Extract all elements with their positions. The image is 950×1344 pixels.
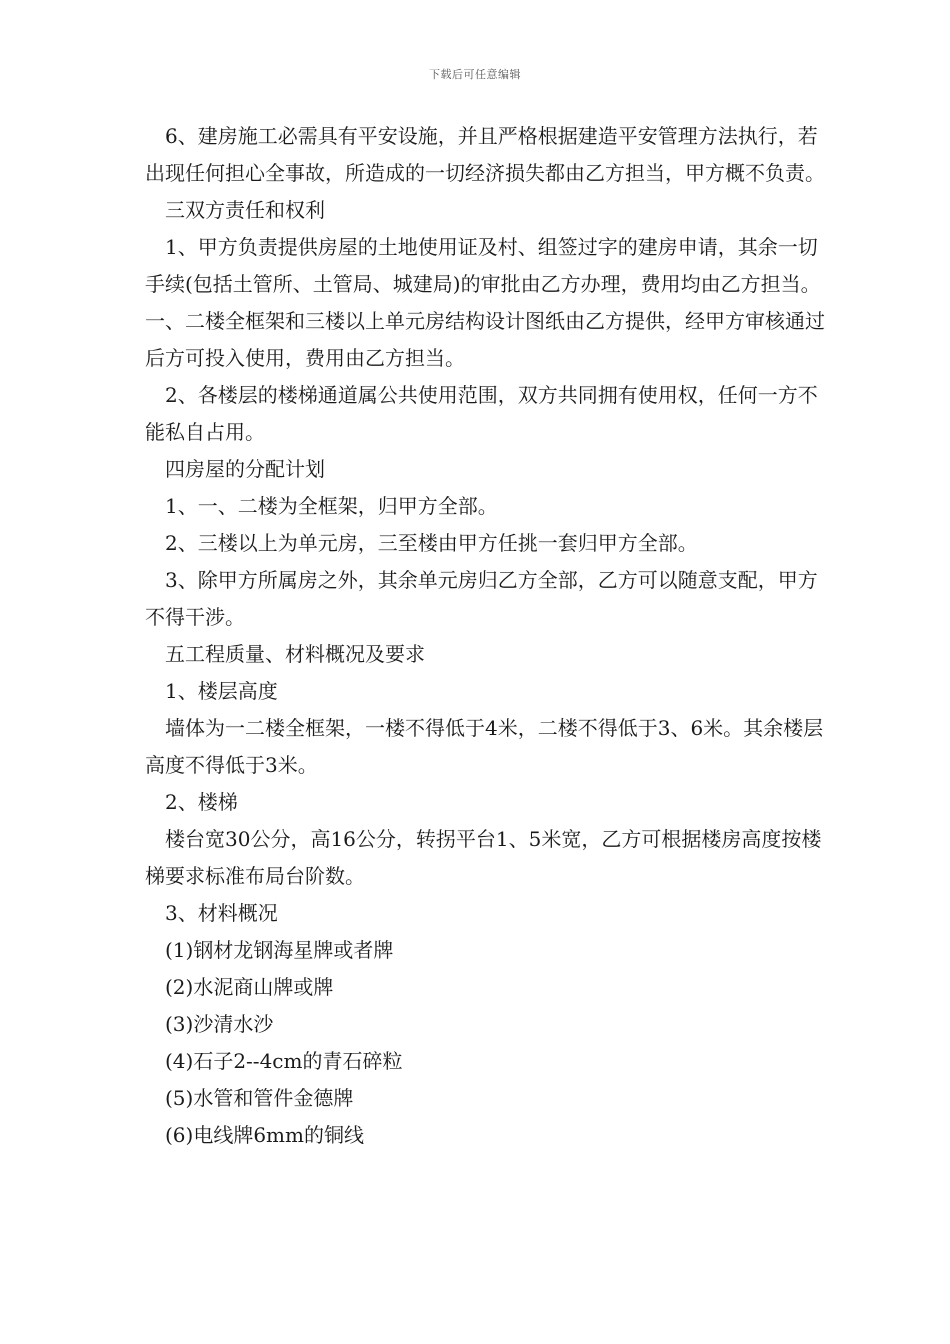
material-item-cement: (2)水泥商山牌或牌 bbox=[165, 975, 334, 999]
paragraph-3-remaining-units: 3、除甲方所属房之外，其余单元房归乙方全部，乙方可以随意支配，甲方不得干涉。 bbox=[145, 568, 818, 629]
material-item-pipes: (5)水管和管件金德牌 bbox=[165, 1086, 354, 1110]
material-item-stone: (4)石子2--4cm的青石碎粒 bbox=[165, 1049, 403, 1073]
material-item-steel: (1)钢材龙钢海星牌或者牌 bbox=[165, 938, 394, 962]
subheading-materials: 3、材料概况 bbox=[165, 901, 278, 925]
section-heading-quality: 五工程质量、材料概况及要求 bbox=[165, 642, 425, 666]
subheading-floor-height: 1、楼层高度 bbox=[165, 679, 278, 703]
document-body bbox=[145, 118, 835, 1154]
subheading-stairs: 2、楼梯 bbox=[165, 790, 238, 814]
paragraph-2-units: 2、三楼以上为单元房，三至楼由甲方任挑一套归甲方全部。 bbox=[165, 531, 698, 555]
section-heading-allocation: 四房屋的分配计划 bbox=[165, 457, 325, 481]
section-heading-responsibilities: 三双方责任和权利 bbox=[165, 198, 325, 222]
paragraph-2-stairway: 2、各楼层的楼梯通道属公共使用范围，双方共同拥有使用权，任何一方不能私自占用。 bbox=[145, 383, 818, 444]
material-item-wire: (6)电线牌6mm的铜线 bbox=[165, 1123, 364, 1147]
material-item-sand: (3)沙清水沙 bbox=[165, 1012, 274, 1036]
paragraph-wall-height: 墙体为一二楼全框架，一楼不得低于4米，二楼不得低于3、6米。其余楼层高度不得低于3米。 bbox=[145, 716, 824, 777]
paragraph-stair-spec: 楼台宽30公分，高16公分，转拐平台1、5米宽，乙方可根据楼房高度按楼梯要求标准布局台阶数。 bbox=[145, 827, 822, 888]
paragraph-1-frame-floors: 1、一、二楼为全框架，归甲方全部。 bbox=[165, 494, 498, 518]
paragraph-6-safety: 6、建房施工必需具有平安设施，并且严格根据建造平安管理方法执行，若出现任何担心全事故，所造成的一切经济损失都由乙方担当，甲方概不负责。 bbox=[145, 124, 825, 185]
paragraph-1-land-permit: 1、甲方负责提供房屋的土地使用证及村、组签过字的建房申请，其余一切手续(包括土管所、土管局、城建局)的审批由乙方办理，费用均由乙方担当。一、二楼全框架和三楼以上单元房结构设计图纸由乙方提供，经甲方审核通过后方可投入使用，费用由乙方担当。 bbox=[145, 235, 825, 370]
page-header: 下载后可任意编辑 bbox=[429, 68, 521, 81]
